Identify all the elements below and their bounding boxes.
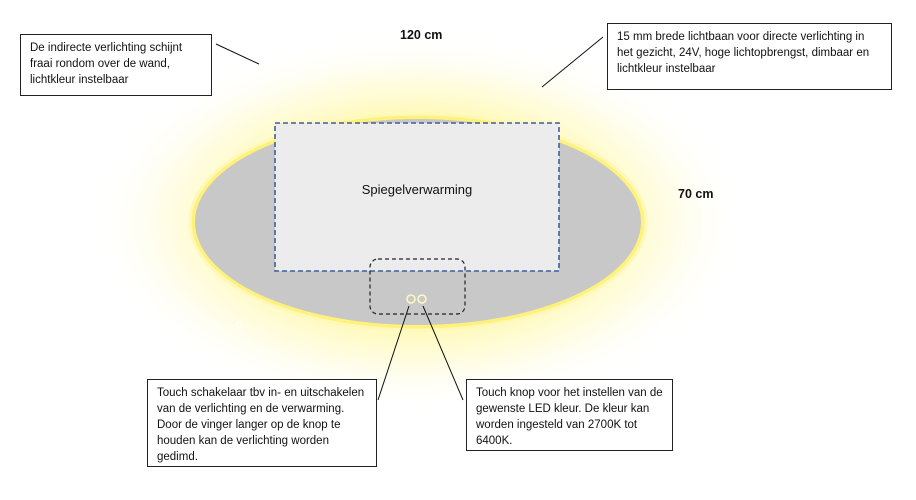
callout-light-strip: 15 mm brede lichtbaan voor directe verlichting in het gezicht, 24V, hoge lichtopbrengst, dimbaar en lichtkleur instelbaar (607, 23, 892, 90)
leader-line-indirect (216, 44, 259, 64)
heating-area-label: Spiegelverwarming (361, 182, 473, 197)
callout-indirect-light: De indirecte verlichting schijnt fraai rondom over de wand, lichtkleur instelbaar (20, 34, 212, 96)
height-dimension-label: 70 cm (678, 187, 714, 201)
heating-area (275, 123, 559, 271)
width-dimension-label: 120 cm (400, 28, 443, 42)
callout-touch-switch: Touch schakelaar tbv in- en uitschakelen van de verlichting en de verwarming. Door de vinger langer op de knop te houden kan de verlichting worden gedimd. (147, 379, 377, 467)
callout-touch-color: Touch knop voor het instellen van de gewenste LED kleur. De kleur kan worden ingesteld van 2700K tot 6400K. (466, 379, 673, 451)
